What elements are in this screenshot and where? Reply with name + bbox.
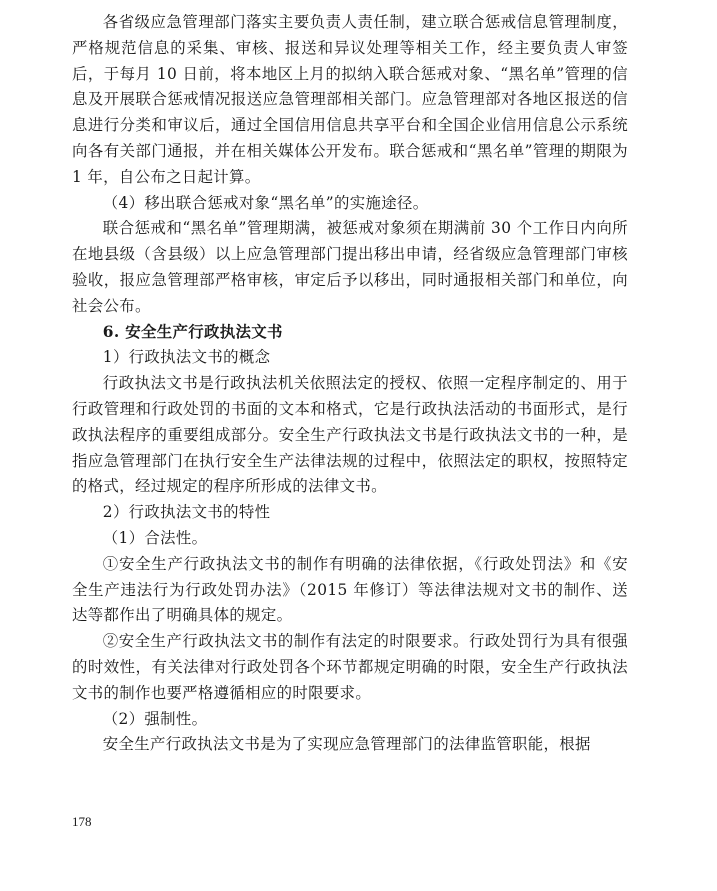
body-paragraph: ①安全生产行政执法文书的制作有明确的法律依据，《行政处罚法》和《安全生产违法行为行政处罚办法》（2015 年修订）等法律法规对文书的制作、送达等都作出了明确具体的规定。	[72, 554, 628, 625]
body-paragraph: 联合惩戒和“黑名单”管理期满，被惩戒对象须在期满前 30 个工作日内向所在地县级（含县级）以上应急管理部门提出移出申请，经省级应急管理部门审核验收，报应急管理部严格审核，审定后予以移出，同时通报相关部门和单位，向社会公布。	[72, 219, 628, 315]
subheading-paragraph: （2）强制性。	[102, 709, 208, 728]
body-paragraph: ②安全生产行政执法文书的制作有法定的时限要求。行政处罚行为具有很强的时效性，有关法律对行政处罚各个环节都规定明确的时限，安全生产行政执法文书的制作也要严格遵循相应的时限要求。	[72, 632, 628, 702]
body-paragraph: 安全生产行政执法文书是为了实现应急管理部门的法律监管职能，根据	[102, 735, 591, 754]
body-paragraph: 各省级应急管理部门落实主要负责人责任制，建立联合惩戒信息管理制度，严格规范信息的采集、审核、报送和异议处理等相关工作，经主要负责人审签后，于每月 10 日前，将本地区上月的拟纳入联合惩戒对象、“黑名单”管理的信息及开展联合惩戒情况报送应急管理部相关部门。应急管理部对各地区报送的信息进行分类和审议后，通过全国信用信息共享平台和全国企业信用信息公示系统向各有关部门通报，并在相关媒体公开发布。联合惩戒和“黑名单”管理的期限为 1 年，自公布之日起计算。	[72, 13, 628, 186]
subheading-paragraph: 2）行政执法文书的特性	[102, 503, 271, 522]
body-paragraph: 行政执法文书是行政执法机关依照法定的授权、依照一定程序制定的、用于行政管理和行政处罚的书面的文本和格式，它是行政执法活动的书面形式，是行政执法程序的重要组成部分。安全生产行政执法文书是行政执法文书的一种，是指应急管理部门在执行安全生产法律法规的过程中，依照法定的职权，按照特定的格式，经过规定的程序所形成的法律文书。	[72, 374, 628, 496]
document-page	[72, 10, 628, 758]
subheading-paragraph: 1）行政执法文书的概念	[102, 348, 271, 367]
subheading-paragraph: （1）合法性。	[102, 528, 208, 547]
page-number: 178	[72, 814, 92, 829]
subheading-paragraph: （4）移出联合惩戒对象“黑名单”的实施途径。	[102, 193, 429, 212]
section-heading: 6. 安全生产行政执法文书	[102, 322, 283, 341]
